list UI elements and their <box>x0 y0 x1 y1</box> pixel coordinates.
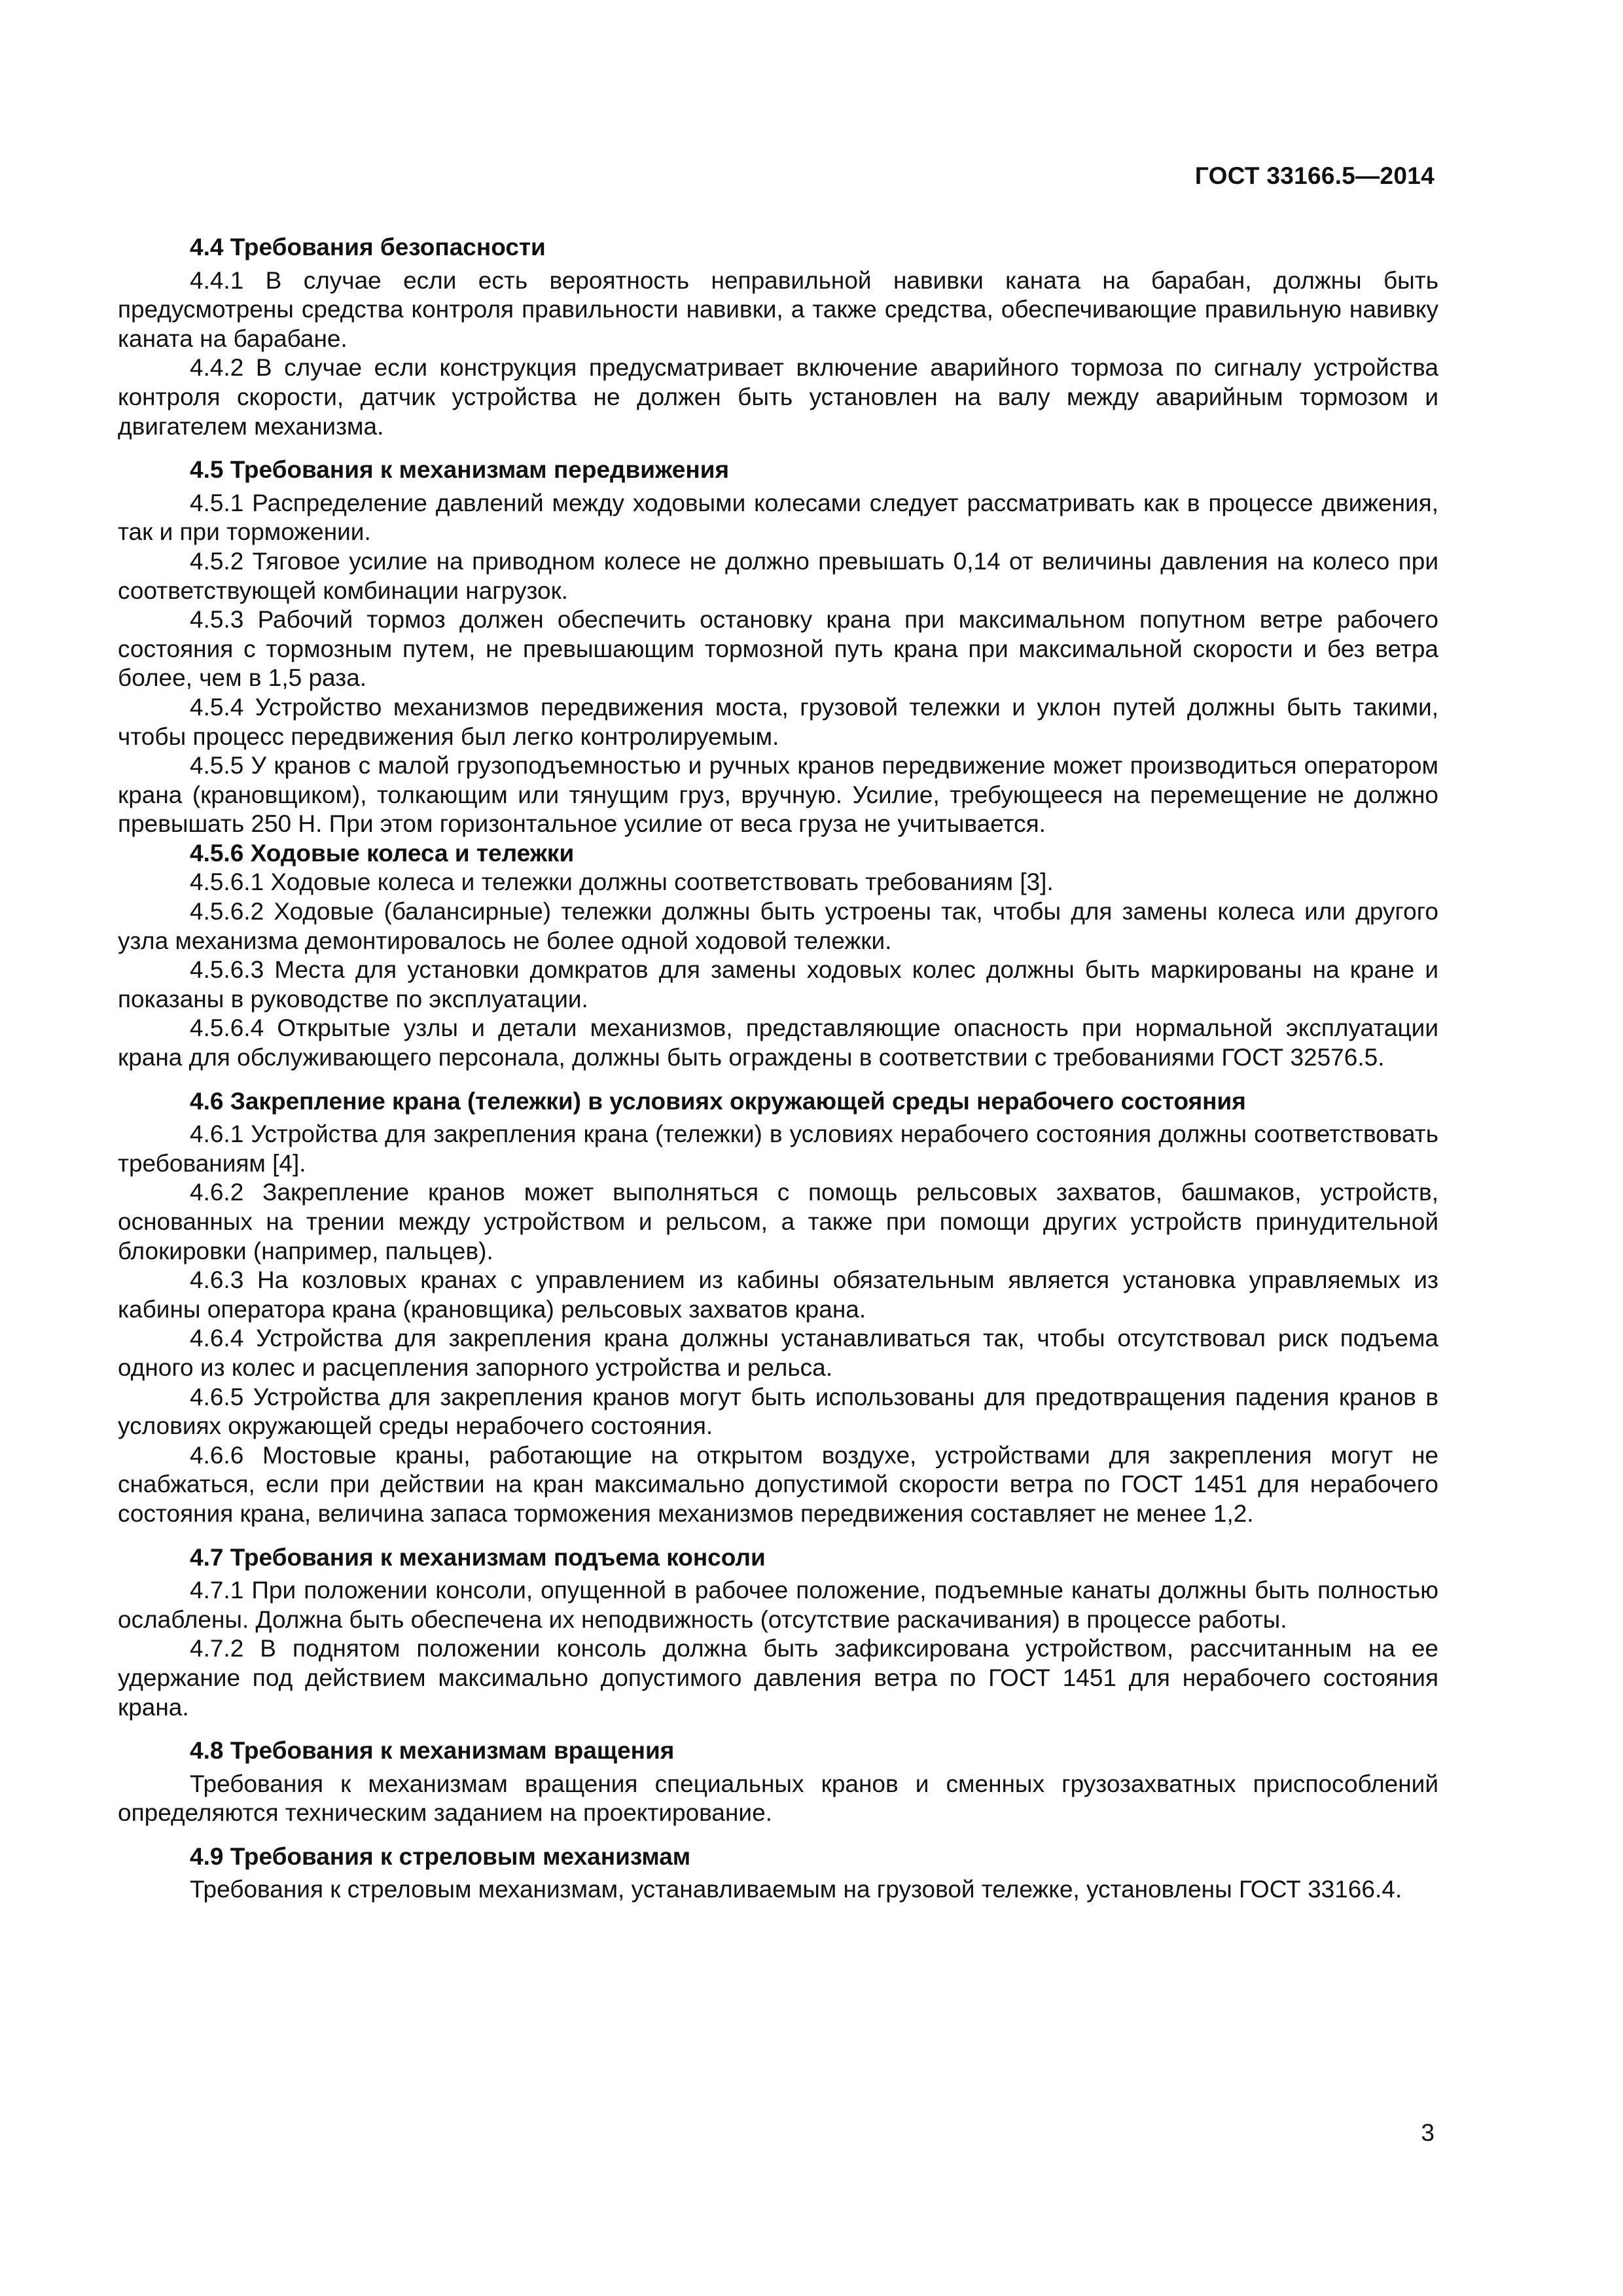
paragraph-4-6-5: 4.6.5 Устройства для закрепления кранов могут быть использованы для предотвращения падения кранов в условиях окружающей среды нерабочего состояния. <box>118 1383 1438 1440</box>
paragraph-4-5-4: 4.5.4 Устройство механизмов передвижения моста, грузовой тележки и уклон путей должны быть такими, чтобы процесс передвижения был легко контролируемым. <box>118 693 1438 750</box>
paragraph-4-6-1: 4.6.1 Устройства для закрепления крана (тележки) в условиях нерабочего состояния должны соответствовать требованиям [4]. <box>118 1121 1438 1177</box>
paragraph-4-4-1: 4.4.1 В случае если есть вероятность неправильной навивки каната на барабан, должны быть предусмотрены средства контроля правильности навивки, а также средства, обеспечивающие правильную навивку каната на барабане. <box>118 266 1438 352</box>
paragraph-4-5-6-4: 4.5.6.4 Открытые узлы и детали механизмов, представляющие опасность при нормальной эксплуатации крана для обслуживающего персонала, должны быть ограждены в соответствии с требованиями ГОСТ 32576.5. <box>118 1014 1438 1071</box>
paragraph-4-8: Требования к механизмам вращения специальных кранов и сменных грузозахватных приспособлений определяются техническим заданием на проектирование. <box>118 1770 1438 1827</box>
section-4-5-title: 4.5 Требования к механизмам передвижения <box>190 456 730 484</box>
paragraph-4-6-6: 4.6.6 Мостовые краны, работающие на открытом воздухе, устройствами для закрепления могут не снабжаться, если при действии на кран максимально допустимой скорости ветра по ГОСТ 1451 для нерабочего состояния крана, величина запаса торможения механизмов передвижения составляет не менее 1,2. <box>118 1441 1438 1527</box>
document-header: ГОСТ 33166.5—2014 <box>1194 162 1435 189</box>
section-4-8-title: 4.8 Требования к механизмам вращения <box>190 1737 675 1765</box>
paragraph-4-9: Требования к стреловым механизмам, устанавливаемым на грузовой тележке, установлены ГОСТ 33166.4. <box>190 1876 1402 1903</box>
section-4-9-title: 4.9 Требования к стреловым механизмам <box>190 1842 691 1870</box>
paragraph-4-5-6-2: 4.5.6.2 Ходовые (балансирные) тележки должны быть устроены так, чтобы для замены колеса или другого узла механизма демонтировалось не более одной ходовой тележки. <box>118 898 1438 954</box>
paragraph-4-5-3: 4.5.3 Рабочий тормоз должен обеспечить остановку крана при максимальном попутном ветре рабочего состояния с тормозным путем, не превышающим тормозной путь крана при максимальной скорости и без ветра более, чем в 1,5 раза. <box>118 606 1438 692</box>
paragraph-4-6-2: 4.6.2 Закрепление кранов может выполняться с помощь рельсовых захватов, башмаков, устройств, основанных на трении между устройством и рельсом, а также при помощи других устройств принудительной блокировки (например, пальцев). <box>118 1179 1438 1265</box>
paragraph-4-6-3: 4.6.3 На козловых кранах с управлением из кабины обязательным является установка управляемых из кабины оператора крана (крановщика) рельсовых захватов крана. <box>118 1266 1438 1323</box>
subsection-4-5-6-title: 4.5.6 Ходовые колеса и тележки <box>190 839 575 867</box>
paragraph-4-5-2: 4.5.2 Тяговое усилие на приводном колесе не должно превышать 0,14 от величины давления на колесо при соответствующей комбинации нагрузок. <box>118 547 1438 604</box>
page-number: 3 <box>1421 2119 1435 2146</box>
paragraph-4-5-5: 4.5.5 У кранов с малой грузоподъемностью и ручных кранов передвижение может производиться оператором крана (крановщиком), толкающим или тянущим груз, вручную. Усилие, требующееся на перемещение не должно превышать 250 Н. При этом горизонтальное усилие от веса груза не учитывается. <box>118 752 1438 838</box>
section-4-4-title: 4.4 Требования безопасности <box>190 234 546 260</box>
paragraph-4-7-2: 4.7.2 В поднятом положении консоль должна быть зафиксирована устройством, рассчитанным на ее удержание под действием максимально допустимого давления ветра по ГОСТ 1451 для нерабочего состояния крана. <box>118 1635 1438 1721</box>
paragraph-4-4-2: 4.4.2 В случае если конструкция предусматривает включение аварийного тормоза по сигналу устройства контроля скорости, датчик устройства не должен быть установлен на валу между аварийным тормозом и двигателем механизма. <box>118 354 1438 440</box>
paragraph-4-5-6-1: 4.5.6.1 Ходовые колеса и тележки должны соответствовать требованиям [3]. <box>190 869 1054 896</box>
paragraph-4-5-1: 4.5.1 Распределение давлений между ходовыми колесами следует рассматривать как в процессе движения, так и при торможении. <box>118 489 1438 546</box>
paragraph-4-7-1: 4.7.1 При положении консоли, опущенной в рабочее положение, подъемные канаты должны быть полностью ослаблены. Должна быть обеспечена их неподвижность (отсутствие раскачивания) в процессе работы. <box>118 1577 1438 1633</box>
paragraph-4-5-6-3: 4.5.6.3 Места для установки домкратов для замены ходовых колес должны быть маркированы на кране и показаны в руководстве по эксплуатации. <box>118 956 1438 1013</box>
section-4-6-title: 4.6 Закрепление крана (тележки) в условиях окружающей среды нерабочего состояния <box>190 1087 1246 1115</box>
document-body <box>118 233 1438 1905</box>
section-4-7-title: 4.7 Требования к механизмам подъема консоли <box>190 1543 766 1571</box>
paragraph-4-6-4: 4.6.4 Устройства для закрепления крана должны устанавливаться так, чтобы отсутствовал риск подъема одного из колес и расцепления запорного устройства и рельса. <box>118 1325 1438 1381</box>
